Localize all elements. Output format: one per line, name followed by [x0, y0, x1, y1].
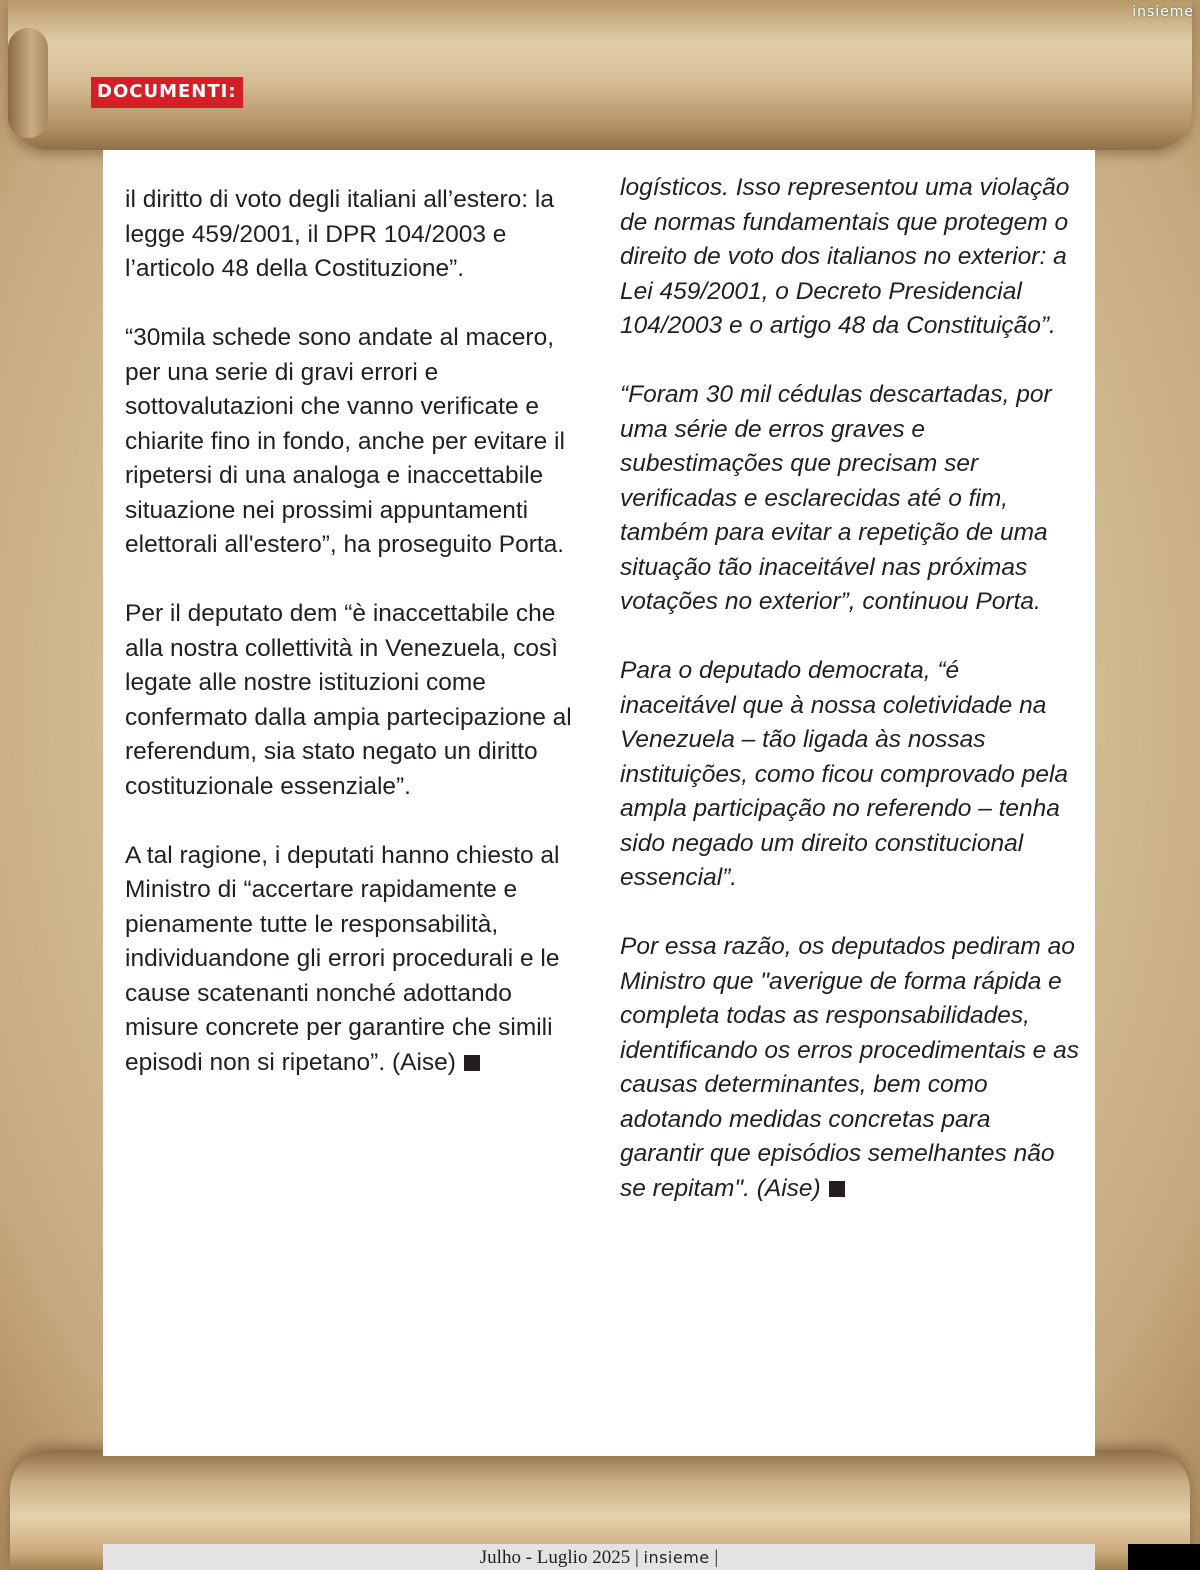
italian-paragraph: Per il deputato dem “è inaccettabile che alla nostra collettività in Venezuela, così legate alle nostre istituzioni come confermato dalla ampia partecipazione al referendum, sia stato negato un diritto costituzionale essenziale”. [125, 600, 572, 800]
footer-brand: insieme [643, 1548, 710, 1567]
portuguese-paragraph-text: Por essa razão, os deputados pediram ao Ministro que "averigue de forma rápida e completa todas as responsabilidades, identificando os erros procedimentais e as causas determinantes, bem como adotando medidas concretas para garantir que episódios semelhantes não se repitam". (Aise) [620, 933, 1079, 1202]
end-square-icon [464, 1055, 480, 1071]
italian-paragraph: “30mila schede sono andate al macero, per una serie di gravi errori e sottovalutazioni che vanno verificate e chiarite fino in fondo, anche per evitare il ripetersi di una analoga e inaccettabile situazione nei prossimi appuntamenti elettorali all'estero”, ha proseguito Porta. [125, 324, 565, 558]
footer-bar [103, 1544, 1095, 1570]
section-label: DOCUMENTI: [91, 77, 243, 108]
brand-watermark: insieme [1132, 4, 1194, 20]
portuguese-paragraph: logísticos. Isso representou uma violação de normas fundamentais que protegem o direito de voto dos italianos no exterior: a Lei 459/2001, o Decreto Presidencial 104/2003 e o artigo 48 da Constituição”. [620, 174, 1070, 339]
scroll-top-roll-end [8, 28, 48, 138]
footer-text [103, 1547, 1095, 1569]
scroll-top-roll [8, 0, 1192, 150]
article-content-box [103, 150, 1095, 1456]
portuguese-paragraph-last [620, 930, 1080, 1206]
portuguese-column [620, 171, 1080, 1241]
footer-separator: | [714, 1547, 719, 1568]
portuguese-paragraph: “Foram 30 mil cédulas descartadas, por uma série de erros graves e subestimações que precisam ser verificadas e esclarecidas até o fim, também para evitar a repetição de uma situação tão inaceitável nas próximas votações no exterior”, continuou Porta. [620, 381, 1052, 615]
footer-issue: Julho - Luglio 2025 | [479, 1547, 639, 1568]
page-number-block [1128, 1544, 1200, 1570]
italian-column [125, 183, 575, 1115]
portuguese-paragraph: Para o deputado democrata, “é inaceitável que à nossa coletividade na Venezuela – tão ligada às nossas instituições, como ficou comprovado pela ampla participação no referendo – tenha sido negado um direito constitucional essencial”. [620, 657, 1069, 891]
italian-paragraph: il diritto di voto degli italiani all’estero: la legge 459/2001, il DPR 104/2003 e l’articolo 48 della Costituzione”. [125, 186, 554, 282]
italian-paragraph-last [125, 839, 575, 1081]
italian-paragraph-text: A tal ragione, i deputati hanno chiesto al Ministro di “accertare rapidamente e pienamente tutte le responsabilità, individuandone gli errori procedurali e le cause scatenanti nonché adottando misure concrete per garantire che simili episodi non si ripetano”. (Aise) [125, 841, 560, 1076]
end-square-icon [829, 1181, 845, 1197]
